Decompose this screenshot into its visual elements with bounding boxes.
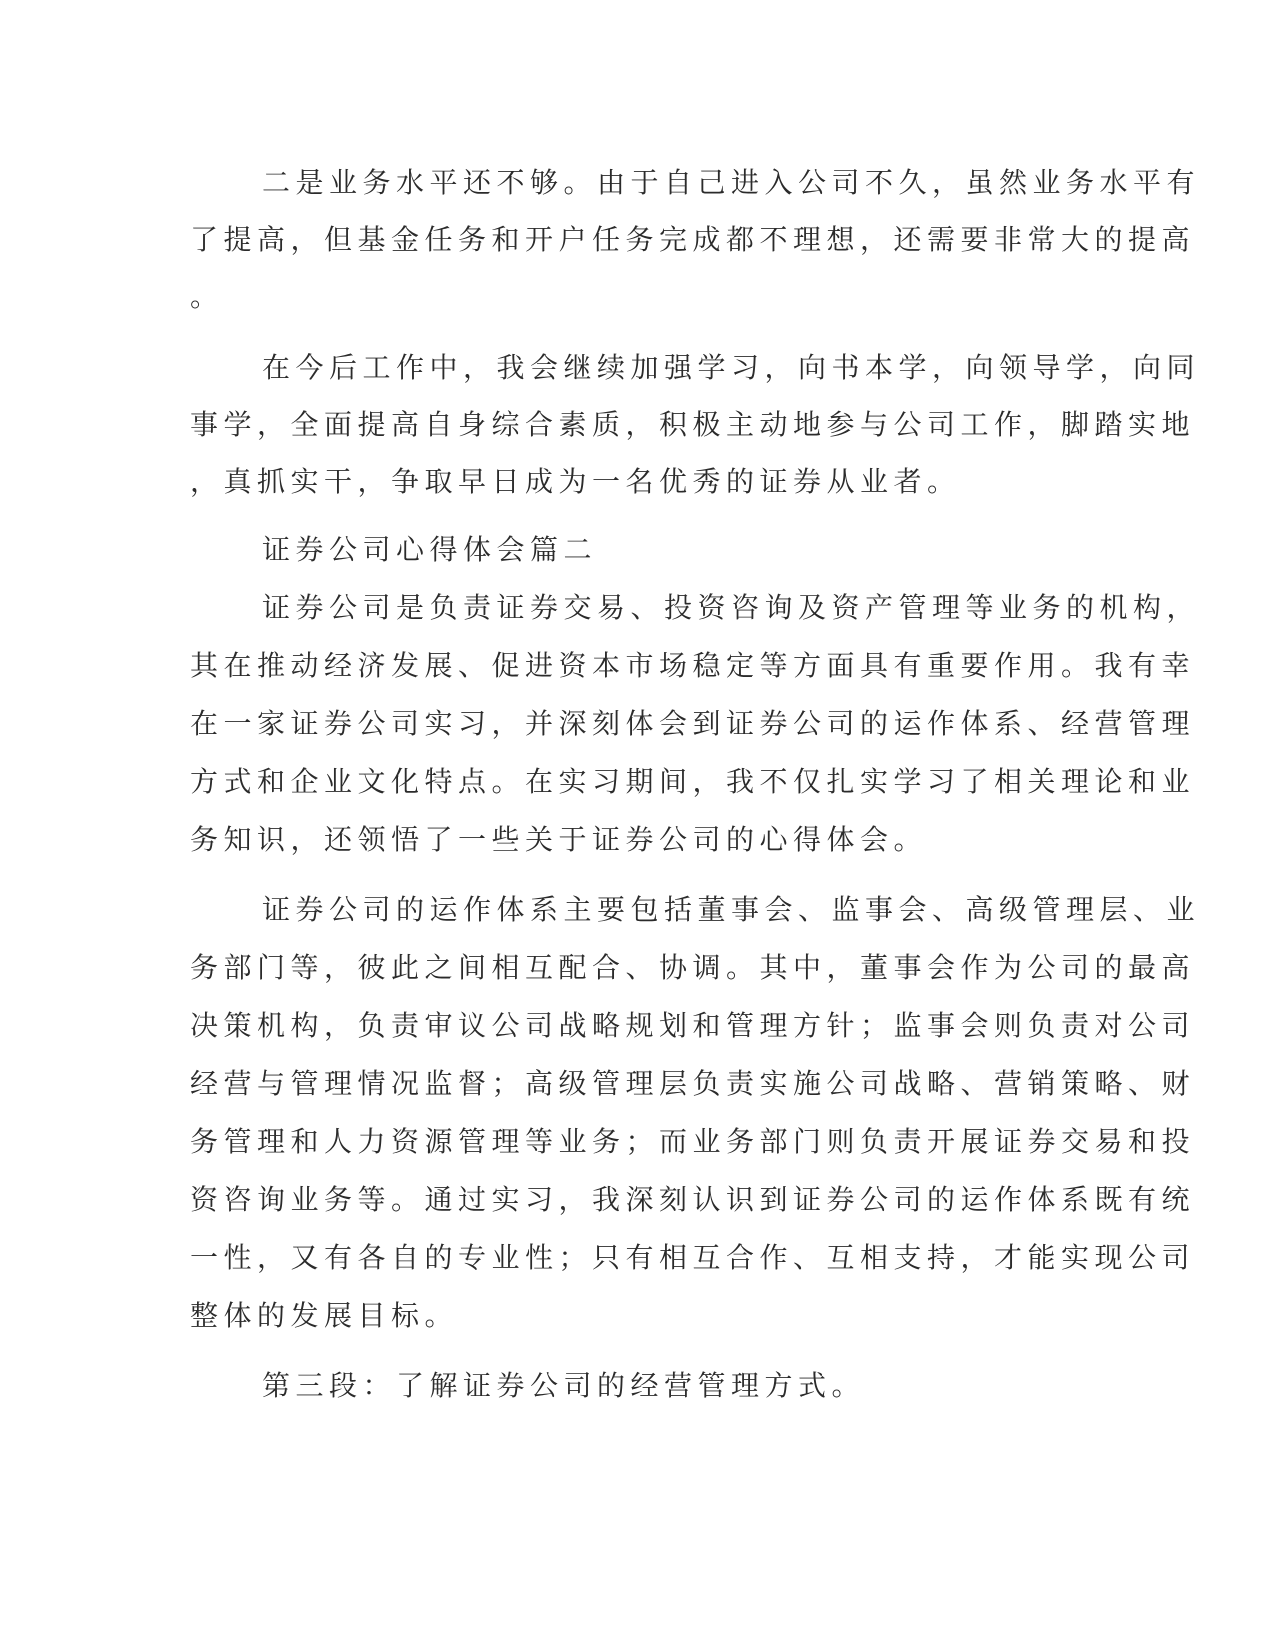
paragraph-2-line-1: 在今后工作中，我会继续加强学习，向书本学，向领导学，向同	[262, 351, 1201, 384]
section-three-heading: 第三段：了解证券公司的经营管理方式。	[262, 1369, 866, 1402]
paragraph-2-line-3: ，真抓实干，争取早日成为一名优秀的证券从业者。	[190, 465, 961, 498]
paragraph-4-line-5: 务管理和人力资源管理等业务；而业务部门则负责开展证券交易和投	[190, 1125, 1196, 1158]
section-heading: 证券公司心得体会篇二	[262, 533, 598, 566]
paragraph-3-line-1: 证券公司是负责证券交易、投资咨询及资产管理等业务的机构，	[262, 591, 1201, 624]
paragraph-1-line-3: 。	[190, 280, 224, 313]
paragraph-1-line-2: 了提高，但基金任务和开户任务完成都不理想，还需要非常大的提高	[190, 223, 1196, 256]
paragraph-4-line-1: 证券公司的运作体系主要包括董事会、监事会、高级管理层、业	[262, 893, 1201, 926]
paragraph-4-line-6: 资咨询业务等。通过实习，我深刻认识到证券公司的运作体系既有统	[190, 1183, 1196, 1216]
paragraph-4-line-8: 整体的发展目标。	[190, 1299, 459, 1332]
paragraph-1-line-1: 二是业务水平还不够。由于自己进入公司不久，虽然业务水平有	[262, 166, 1201, 199]
paragraph-2-line-2: 事学，全面提高自身综合素质，积极主动地参与公司工作，脚踏实地	[190, 408, 1196, 441]
paragraph-3-line-4: 方式和企业文化特点。在实习期间，我不仅扎实学习了相关理论和业	[190, 765, 1196, 798]
paragraph-3-line-3: 在一家证券公司实习，并深刻体会到证券公司的运作体系、经营管理	[190, 707, 1196, 740]
paragraph-4-line-4: 经营与管理情况监督；高级管理层负责实施公司战略、营销策略、财	[190, 1067, 1196, 1100]
paragraph-4-line-2: 务部门等，彼此之间相互配合、协调。其中，董事会作为公司的最高	[190, 951, 1196, 984]
paragraph-3-line-5: 务知识，还领悟了一些关于证券公司的心得体会。	[190, 823, 928, 856]
paragraph-4-line-7: 一性，又有各自的专业性；只有相互合作、互相支持，才能实现公司	[190, 1241, 1196, 1274]
paragraph-4-line-3: 决策机构，负责审议公司战略规划和管理方针；监事会则负责对公司	[190, 1009, 1196, 1042]
paragraph-3-line-2: 其在推动经济发展、促进资本市场稳定等方面具有重要作用。我有幸	[190, 649, 1196, 682]
